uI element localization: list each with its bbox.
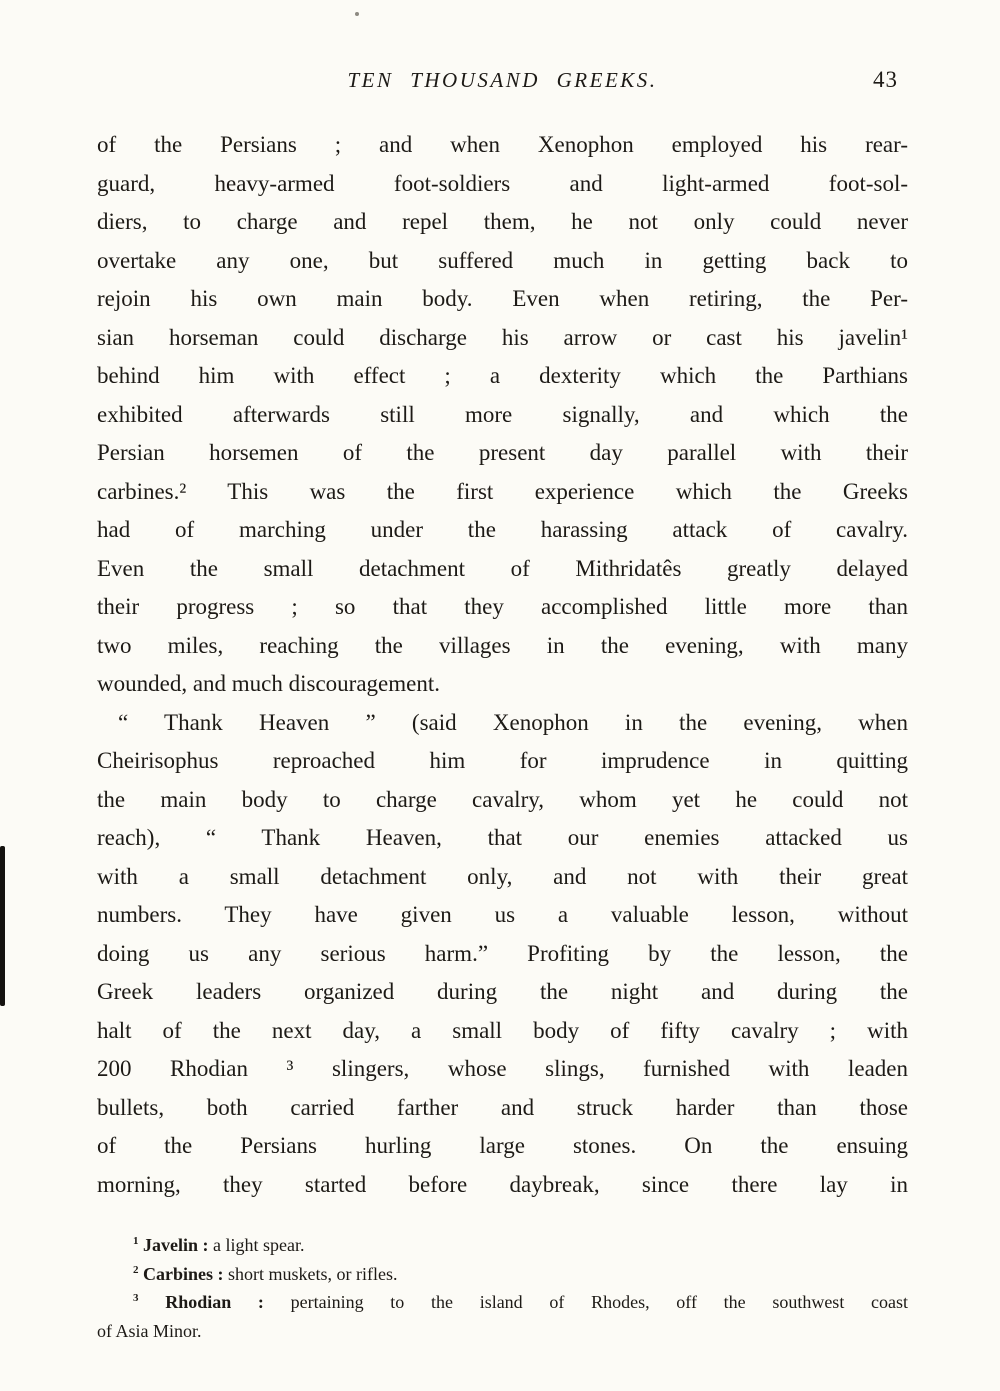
scan-artifact-bar: [0, 846, 5, 1006]
text-line: with a small detachment only, and not with their great: [97, 863, 908, 889]
body-text: [97, 126, 908, 1204]
text-line: wounded, and much discouragement.: [97, 671, 440, 696]
text-line: their progress ; so that they accomplished little more than: [97, 594, 908, 619]
footnote-marker: 1: [133, 1235, 139, 1247]
footnote-line: of Asia Minor.: [97, 1320, 202, 1341]
footnote-line: $^1$ Javelin : a light spear.: [133, 1235, 305, 1255]
text-line: of the Persians hurling large stones. On the ensuing: [97, 1133, 908, 1158]
paragraph: [97, 704, 908, 1205]
text-line: had of marching under the harassing attack of cavalry.: [97, 517, 908, 542]
text-line: Cheirisophus reproached him for imprudence in quitting: [97, 748, 908, 773]
paragraph: [97, 126, 908, 704]
footnote: [97, 1288, 908, 1345]
footnote-term: Rhodian :: [165, 1292, 264, 1312]
footnotes: [97, 1231, 908, 1345]
text-line: morning, they started before daybreak, since there lay in: [97, 1171, 908, 1197]
footnote-term: Carbines :: [143, 1263, 224, 1284]
footnote: [97, 1231, 908, 1260]
text-line: guard, heavy-armed foot-soldiers and light-armed foot-sol-: [97, 170, 908, 196]
footnote-term: Javelin :: [143, 1235, 209, 1255]
text-line: of the Persians ; and when Xenophon employed his rear-: [97, 132, 908, 157]
footnote-marker: 2: [133, 1263, 139, 1276]
text-line: two miles, reaching the villages in the evening, with many: [97, 632, 908, 658]
footnote: [97, 1260, 908, 1289]
text-line: bullets, both carried farther and struck harder than those: [97, 1094, 908, 1120]
text-line: overtake any one, but suffered much in getting back to: [97, 247, 908, 273]
page-number: 43: [873, 67, 898, 92]
text-line: diers, to charge and repel them, he not only could never: [97, 209, 908, 234]
text-line: 200 Rhodian ³ slingers, whose slings, furnished with leaden: [97, 1056, 908, 1081]
text-line: numbers. They have given us a valuable lesson, without: [97, 902, 908, 927]
scan-artifact-dot: [355, 12, 359, 16]
text-line: doing us any serious harm.” Profiting by the lesson, the: [97, 940, 908, 966]
footnote-line: $^3$ Rhodian : pertaining to the island of Rhodes, off the southwest coast: [133, 1292, 908, 1312]
text-line: the main body to charge cavalry, whom yet he could not: [97, 786, 908, 812]
footnote-line: $^2$ Carbines : short muskets, or rifles.: [133, 1263, 398, 1284]
text-line: rejoin his own main body. Even when retiring, the Per-: [97, 286, 908, 311]
text-line: halt of the next day, a small body of fifty cavalry ; with: [97, 1017, 908, 1043]
text-line: sian horseman could discharge his arrow or cast his javelin¹: [97, 324, 908, 350]
text-line: “ Thank Heaven ” (said Xenophon in the evening, when: [118, 709, 908, 735]
page-header: [97, 68, 908, 100]
text-line: Greek leaders organized during the night and during the: [97, 979, 908, 1004]
text-line: carbines.² This was the first experience which the Greeks: [97, 478, 908, 504]
text-line: behind him with effect ; a dexterity which the Parthians: [97, 363, 908, 388]
text-line: reach), “ Thank Heaven, that our enemies attacked us: [97, 825, 908, 850]
text-line: exhibited afterwards still more signally, and which the: [97, 401, 908, 427]
footnote-marker: 3: [133, 1292, 139, 1304]
text-line: Even the small detachment of Mithridatês greatly delayed: [97, 555, 908, 581]
text-line: Persian horsemen of the present day parallel with their: [97, 440, 908, 465]
running-title: TEN THOUSAND GREEKS.: [347, 68, 658, 92]
